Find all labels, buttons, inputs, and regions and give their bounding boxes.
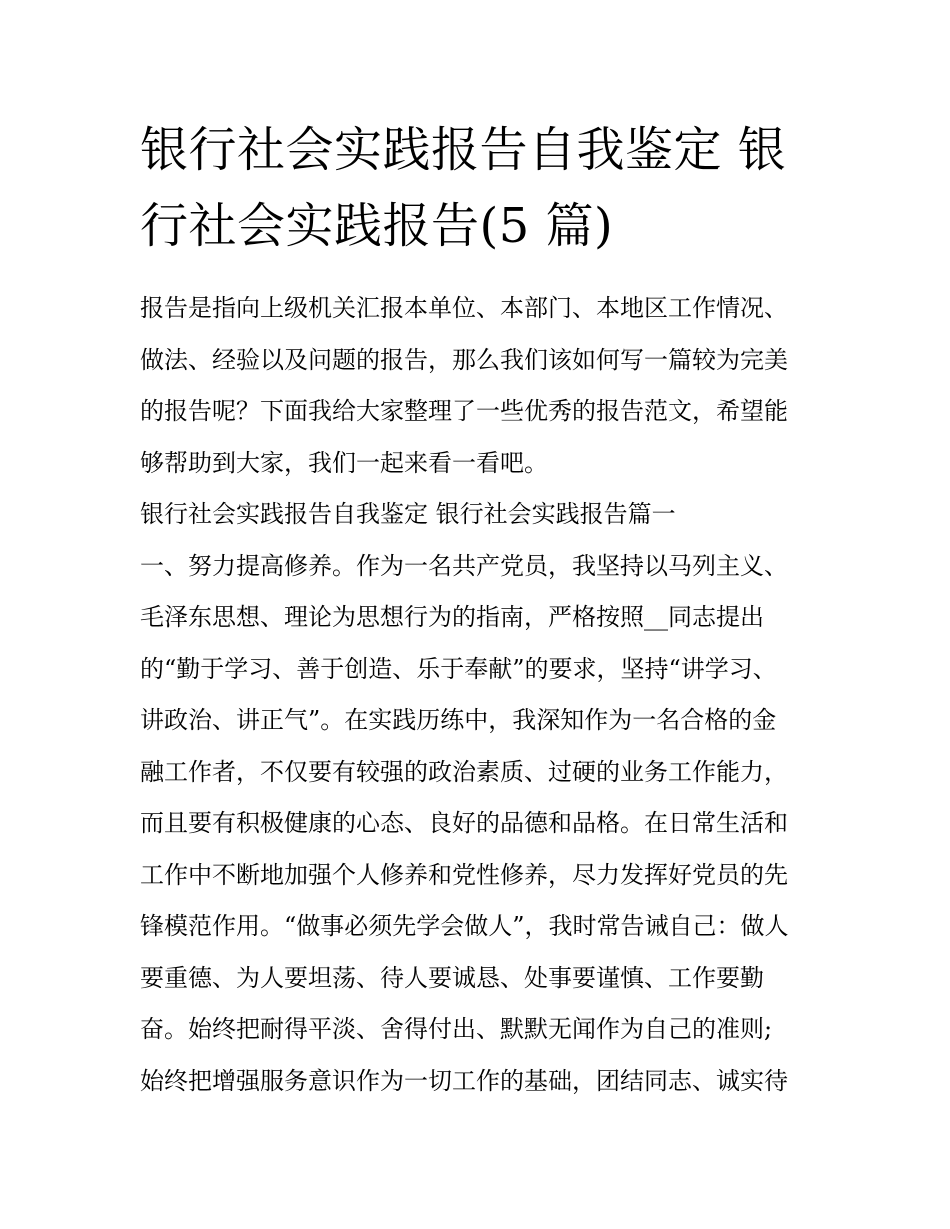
body-line: 一、努力提高修养。作为一名共产党员，我坚持以马列主义、 bbox=[140, 551, 788, 580]
title-line: 行社会实践报告(5 篇) bbox=[140, 198, 614, 254]
body-line: 奋。始终把耐得平淡、舍得付出、默默无闻作为自己的准则; bbox=[140, 1015, 773, 1043]
body-line: 的“勤于学习、善于创造、乐于奉献”的要求，坚持“讲学习、 bbox=[140, 654, 777, 683]
intro-paragraph bbox=[140, 283, 812, 489]
body-line: 讲政治、讲正气”。在实践历练中，我深知作为一名合格的金 bbox=[140, 706, 777, 734]
intro-line: 做法、经验以及问题的报告，那么我们该如何写一篇较为完美 bbox=[140, 345, 788, 374]
intro-line: 报告是指向上级机关汇报本单位、本部门、本地区工作情况、 bbox=[140, 294, 788, 322]
section-heading bbox=[140, 489, 812, 541]
body-line: 始终把增强服务意识作为一切工作的基础，团结同志、诚实待 bbox=[140, 1066, 788, 1095]
body-line: 融工作者，不仅要有较强的政治素质、过硬的业务工作能力， bbox=[140, 757, 788, 786]
body-line: 毛泽东思想、理论为思想行为的指南，严格按照__同志提出 bbox=[140, 603, 764, 631]
title-line: 银行社会实践报告自我鉴定 银 bbox=[140, 122, 787, 178]
intro-line: 的报告呢？下面我给大家整理了一些优秀的报告范文，希望能 bbox=[140, 397, 788, 425]
body-line: 而且要有积极健康的心态、良好的品德和品格。在日常生活和 bbox=[140, 809, 788, 837]
body-line: 锋模范作用。“做事必须先学会做人”，我时常告诫自己：做人 bbox=[140, 912, 789, 940]
document-title bbox=[140, 112, 812, 264]
section-heading-text: 银行社会实践报告自我鉴定 银行社会实践报告篇一 bbox=[140, 500, 676, 528]
body-paragraph bbox=[140, 541, 812, 1108]
body-line: 要重德、为人要坦荡、待人要诚恳、处事要谨慎、工作要勤 bbox=[140, 963, 764, 992]
intro-line: 够帮助到大家，我们一起来看一看吧。 bbox=[140, 448, 548, 477]
body-line: 工作中不断地加强个人修养和党性修养，尽力发挥好党员的先 bbox=[140, 860, 788, 889]
document-page bbox=[140, 112, 812, 1107]
